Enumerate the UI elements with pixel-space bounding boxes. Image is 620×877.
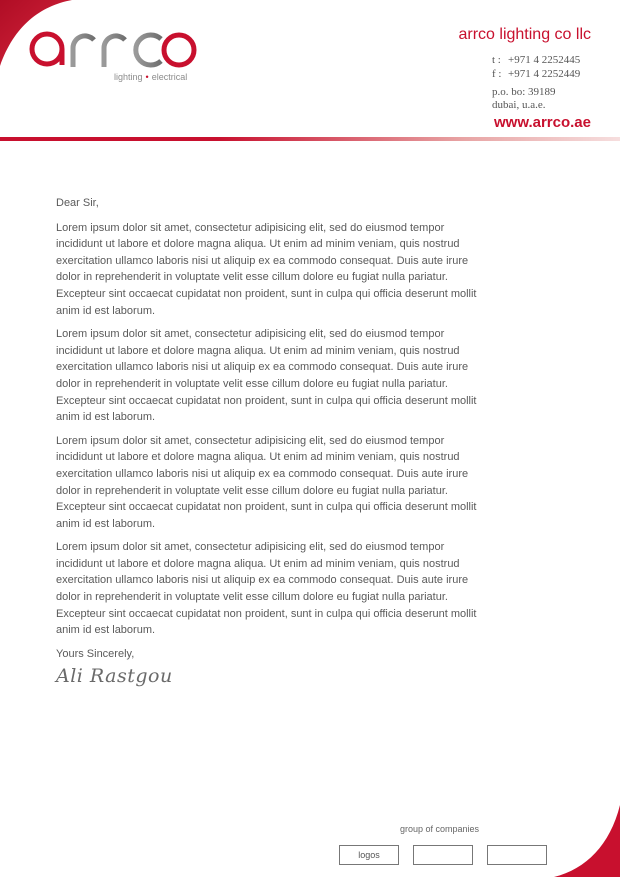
- city: dubai, u.a.e.: [492, 99, 546, 111]
- footer-logo-box: [487, 845, 547, 865]
- letter-body: [56, 195, 492, 688]
- group-of-companies-label: group of companies: [400, 824, 480, 834]
- company-name: arrco lighting co llc: [458, 26, 591, 43]
- phone-label: t :: [492, 54, 501, 66]
- contact-block: [492, 53, 580, 81]
- address-block: [492, 86, 556, 112]
- logo-tagline: [114, 72, 187, 82]
- website-link[interactable]: www.arrco.ae: [494, 114, 591, 131]
- letter-closing: Yours Sincerely,: [56, 647, 135, 660]
- company-logo: [28, 26, 200, 88]
- tagline-dot-icon: •: [145, 72, 149, 82]
- letter-greeting: Dear Sir,: [56, 197, 99, 209]
- letter-paragraph: Lorem ipsum dolor sit amet, consectetur adipisicing elit, sed do eiusmod tempor incididunt ut labore et dolore magna aliqua. Ut enim ad minim veniam, quis nostrud exercitation ullamco laboris nisi ut aliquip ex ea commodo consequat. Duis aute irure dolor in reprehenderit in voluptate velit esse cillum dolore eu fugiat nulla pariatur. Excepteur sint occaecat cupidatat non proident, sunt in culpa qui officia deserunt mollit anim id est laborum.: [56, 434, 477, 530]
- header-divider: [0, 137, 620, 141]
- letter-paragraph: Lorem ipsum dolor sit amet, consectetur adipisicing elit, sed do eiusmod tempor incididunt ut labore et dolore magna aliqua. Ut enim ad minim veniam, quis nostrud exercitation ullamco laboris nisi ut aliquip ex ea commodo consequat. Duis aute irure dolor in reprehenderit in voluptate velit esse cillum dolore eu fugiat nulla pariatur. Excepteur sint occaecat cupidatat non proident, sunt in culpa qui officia deserunt mollit anim id est laborum.: [56, 328, 477, 424]
- logo-wordmark: [28, 26, 200, 70]
- fax-line: [492, 67, 580, 81]
- tagline-electrical: electrical: [151, 72, 188, 82]
- corner-swoosh-bottom-right: [550, 805, 620, 877]
- letter-paragraph: Lorem ipsum dolor sit amet, consectetur adipisicing elit, sed do eiusmod tempor incididunt ut labore et dolore magna aliqua. Ut enim ad minim veniam, quis nostrud exercitation ullamco laboris nisi ut aliquip ex ea commodo consequat. Duis aute irure dolor in reprehenderit in voluptate velit esse cillum dolore eu fugiat nulla pariatur. Excepteur sint occaecat cupidatat non proident, sunt in culpa qui officia deserunt mollit anim id est laborum.: [56, 541, 477, 637]
- phone-number: +971 4 2252445: [508, 54, 581, 66]
- footer-logo-box: logos: [339, 845, 399, 865]
- phone-line: [492, 53, 580, 67]
- tagline-lighting: lighting: [114, 72, 143, 82]
- po-box: p.o. bo: 39189: [492, 86, 556, 98]
- letter-paragraph: Lorem ipsum dolor sit amet, consectetur adipisicing elit, sed do eiusmod tempor incididunt ut labore et dolore magna aliqua. Ut enim ad minim veniam, quis nostrud exercitation ullamco laboris nisi ut aliquip ex ea commodo consequat. Duis aute irure dolor in reprehenderit in voluptate velit esse cillum dolore eu fugiat nulla pariatur. Excepteur sint occaecat cupidatat non proident, sunt in culpa qui officia deserunt mollit anim id est laborum.: [56, 221, 477, 317]
- signature: Ali Rastgou: [56, 665, 173, 688]
- fax-label: f :: [492, 68, 502, 80]
- fax-number: +971 4 2252449: [508, 68, 581, 80]
- footer-logo-box: [413, 845, 473, 865]
